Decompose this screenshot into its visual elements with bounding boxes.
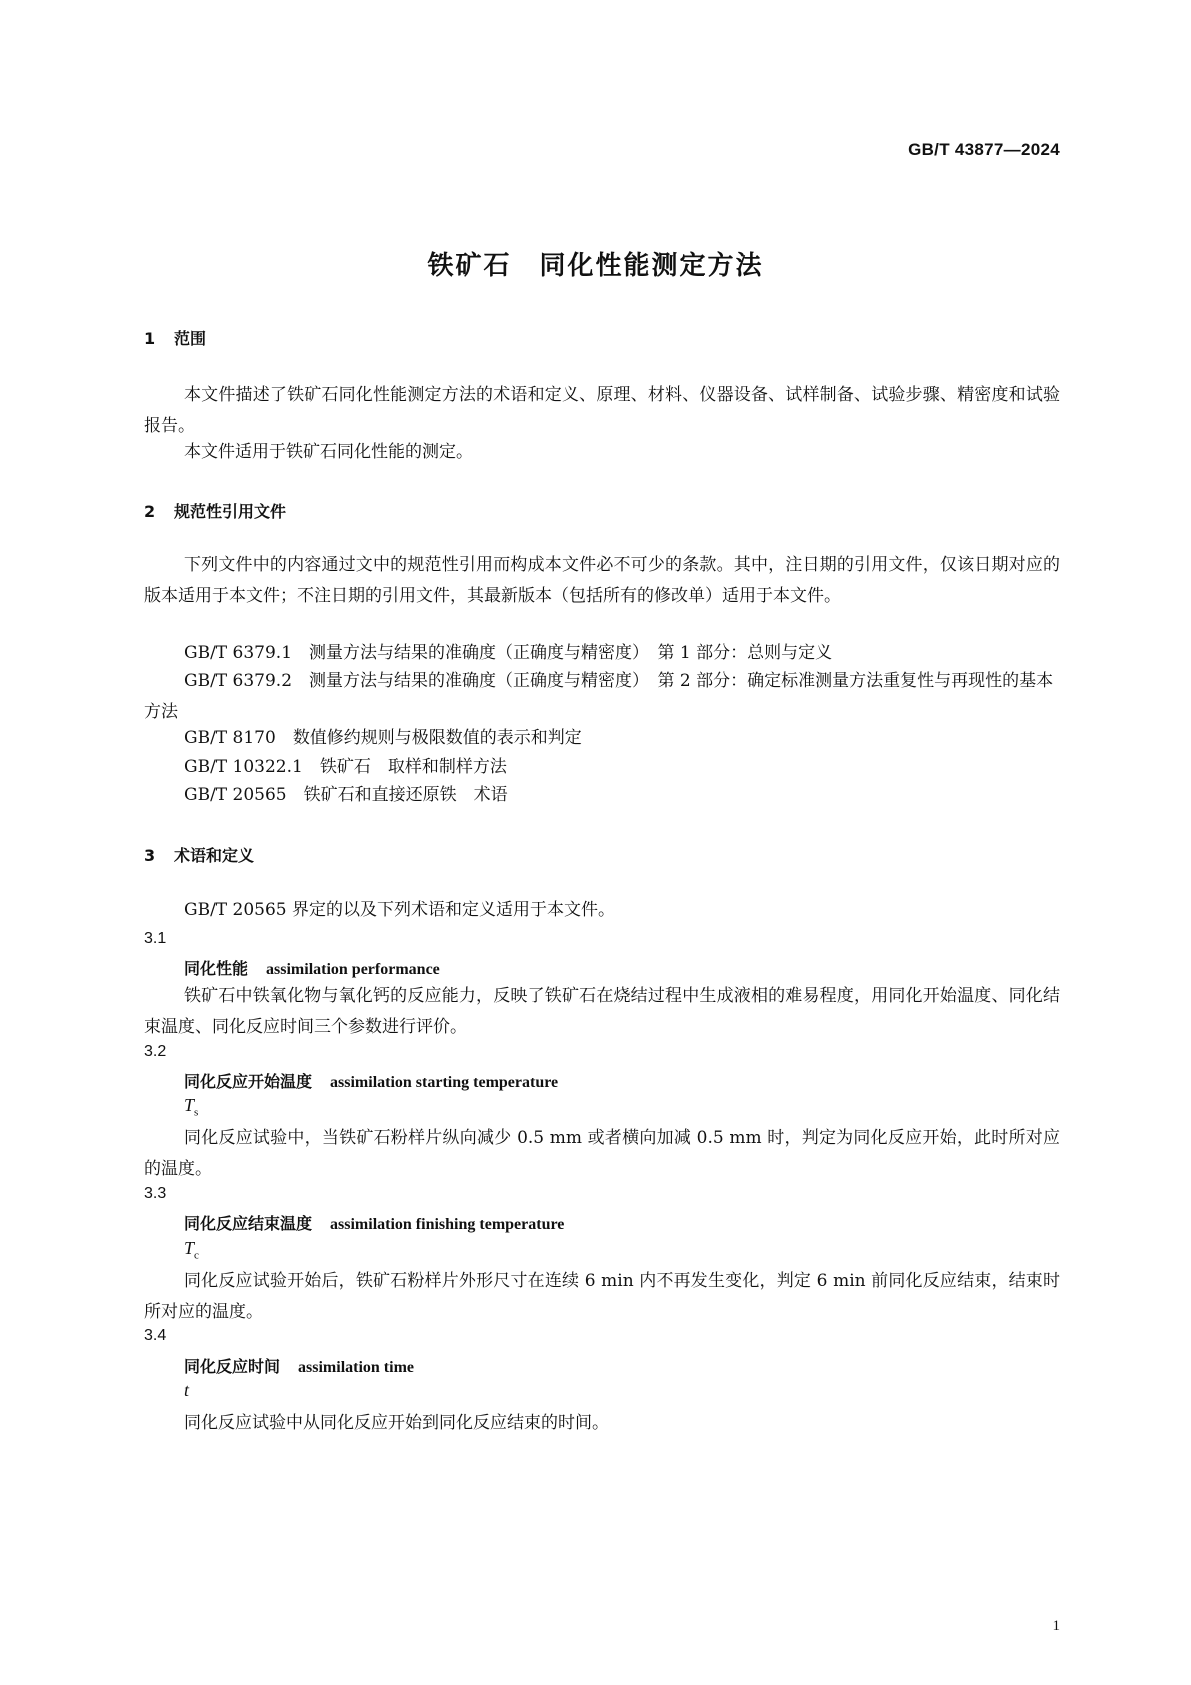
- reference-code: GB/T 6379.1: [184, 643, 293, 663]
- section-title: 规范性引用文件: [174, 502, 287, 521]
- references-intro: 下列文件中的内容通过文中的规范性引用而构成本文件必不可少的条款。其中，注日期的引用文件，仅该日期对应的版本适用于本文件；不注日期的引用文件，其最新版本（包括所有的修改单）适用于本文件。: [144, 555, 1060, 606]
- reference-code: GB/T 8170: [184, 728, 276, 748]
- clause-number: 3.2: [144, 1043, 167, 1060]
- term-definition: 同化反应试验中，当铁矿石粉样片纵向减少 0.5 mm 或者横向加减 0.5 mm 时，判定为同化反应开始，此时所对应的温度。: [144, 1128, 1060, 1179]
- term-zh: 同化反应开始温度: [184, 1072, 313, 1091]
- clause-number: 3.3: [144, 1185, 167, 1202]
- clause-number: 3.4: [144, 1327, 167, 1344]
- term-zh: 同化性能: [184, 959, 249, 978]
- standard-code: GB/T 43877—2024: [908, 140, 1060, 159]
- symbol-main: T: [184, 1238, 195, 1258]
- section-title: 术语和定义: [174, 846, 255, 865]
- reference-item: [144, 666, 1060, 727]
- section-heading-scope: [144, 326, 206, 349]
- reference-title: 测量方法与结果的准确度（正确度与精密度） 第 2 部分：确定标准测量方法重复性与再现性的基本方法: [144, 671, 1054, 722]
- symbol-main: T: [184, 1095, 195, 1115]
- reference-item: [184, 752, 507, 783]
- section-number: 1: [144, 329, 156, 348]
- term-definition: 同化反应试验开始后，铁矿石粉样片外形尺寸在连续 6 min 内不再发生变化，判定 6 min 前同化反应结束，结束时所对应的温度。: [144, 1271, 1060, 1322]
- term-entry: [184, 1354, 414, 1377]
- term-entry: [184, 956, 440, 979]
- term-symbol: [184, 1095, 198, 1119]
- term-definition: 铁矿石中铁氧化物与氧化钙的反应能力，反映了铁矿石在烧结过程中生成液相的难易程度，用同化开始温度、同化结束温度、同化反应时间三个参数进行评价。: [144, 986, 1060, 1037]
- term-entry: [184, 1211, 564, 1234]
- reference-item: [184, 638, 832, 669]
- symbol-subscript: c: [194, 1249, 199, 1262]
- reference-item: [184, 780, 508, 811]
- term-en: assimilation performance: [266, 961, 440, 978]
- clause-number: 3.1: [144, 930, 167, 947]
- page-number: 1: [1052, 1618, 1060, 1634]
- reference-code: GB/T 20565: [184, 785, 287, 805]
- term-entry: [184, 1069, 558, 1092]
- section-heading-terms-definitions: [144, 843, 254, 866]
- symbol-main: t: [184, 1380, 190, 1400]
- reference-title: 数值修约规则与极限数值的表示和判定: [292, 728, 582, 748]
- document-title: 铁矿石 同化性能测定方法: [427, 251, 764, 281]
- term-symbol: [184, 1380, 189, 1401]
- term-en: assimilation starting temperature: [330, 1074, 559, 1091]
- reference-title: 铁矿石 取样和制样方法: [319, 757, 507, 777]
- section-number: 3: [144, 846, 156, 865]
- reference-code: GB/T 10322.1: [184, 757, 303, 777]
- reference-code: GB/T 6379.2: [184, 671, 293, 691]
- term-zh: 同化反应结束温度: [184, 1214, 313, 1233]
- term-symbol: [184, 1238, 199, 1262]
- term-en: assimilation finishing temperature: [330, 1216, 565, 1233]
- scope-paragraph-2: 本文件适用于铁矿石同化性能的测定。: [184, 442, 473, 462]
- reference-item: [184, 723, 582, 754]
- reference-title: 铁矿石和直接还原铁 术语: [303, 785, 508, 805]
- scope-paragraph-1: 本文件描述了铁矿石同化性能测定方法的术语和定义、原理、材料、仪器设备、试样制备、试验步骤、精密度和试验报告。: [144, 385, 1060, 436]
- section-title: 范围: [174, 329, 207, 348]
- term-definition: 同化反应试验中从同化反应开始到同化反应结束的时间。: [184, 1413, 609, 1433]
- terms-intro: GB/T 20565 界定的以及下列术语和定义适用于本文件。: [184, 900, 616, 920]
- term-zh: 同化反应时间: [184, 1357, 281, 1376]
- section-heading-normative-references: [144, 499, 286, 522]
- term-en: assimilation time: [298, 1359, 415, 1376]
- section-number: 2: [144, 502, 156, 521]
- reference-title: 测量方法与结果的准确度（正确度与精密度） 第 1 部分：总则与定义: [309, 643, 833, 663]
- symbol-subscript: s: [194, 1106, 199, 1119]
